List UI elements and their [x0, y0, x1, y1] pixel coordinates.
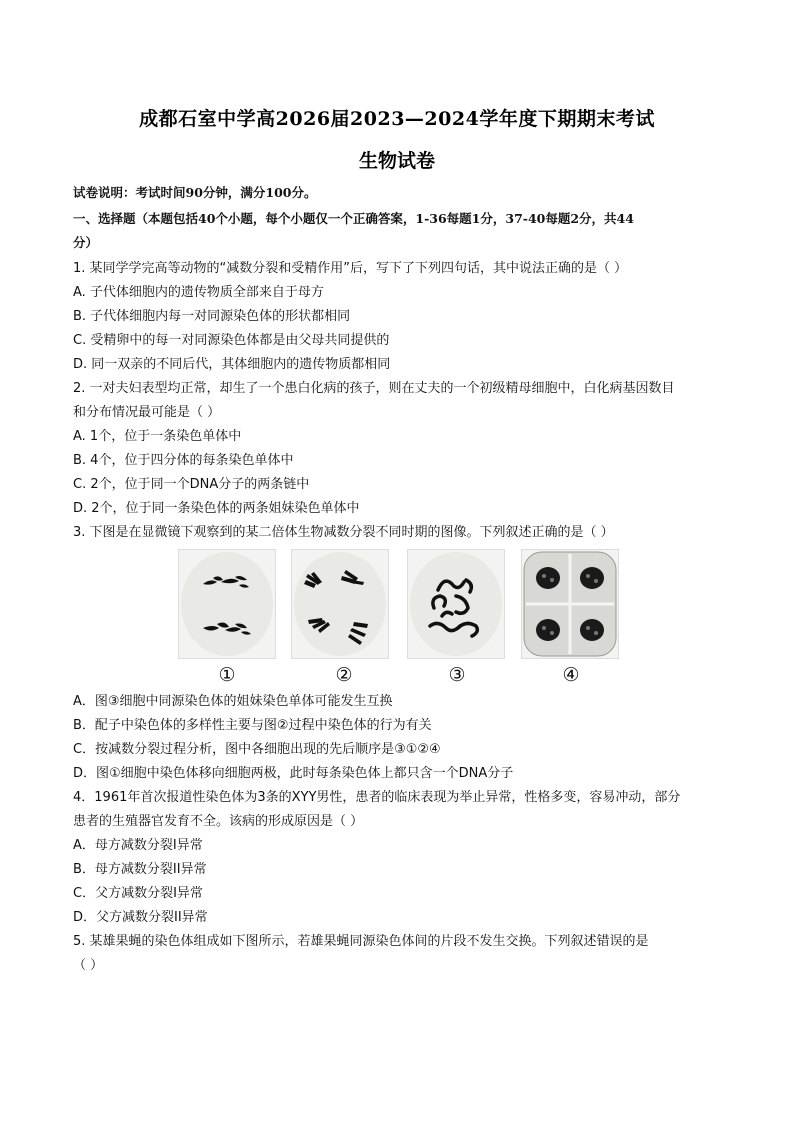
q3-option-b: B．配子中染色体的多样性主要与图②过程中染色体的行为有关 [73, 718, 432, 733]
q4-option-c: C．父方减数分裂I异常 [73, 886, 203, 901]
q2-option-c: C. 2个，位于同一个DNA分子的两条链中 [73, 477, 310, 492]
micrograph-2 [291, 549, 389, 659]
figure-label-2: ② [335, 664, 353, 686]
q3-option-a: A．图③细胞中同源染色体的姐妹染色单体可能发生互换 [73, 694, 393, 709]
q2-option-d: D. 2个，位于同一条染色体的两条姐妹染色单体中 [73, 501, 360, 516]
exam-subtitle: 生物试卷 [358, 150, 435, 172]
q2-stem-line2: 和分布情况最可能是（ ） [73, 405, 221, 420]
q1-option-a: A. 子代体细胞内的遗传物质全部来自于母方 [73, 285, 324, 300]
instructions: 试卷说明：考试时间90分钟，满分100分。 [73, 185, 317, 200]
micrograph-1 [178, 549, 276, 659]
figure-label-3: ③ [448, 664, 466, 686]
micrograph-3 [407, 549, 505, 659]
q1-option-d: D. 同一双亲的不同后代，其体细胞内的遗传物质都相同 [73, 357, 391, 372]
q1-option-b: B. 子代体细胞内每一对同源染色体的形状都相同 [73, 309, 351, 324]
figure-label-1: ① [218, 664, 236, 686]
q3-stem: 3. 下图是在显微镜下观察到的某二倍体生物减数分裂不同时期的图像。下列叙述正确的是（ ） [73, 525, 614, 540]
q4-option-a: A．母方减数分裂I异常 [73, 838, 203, 853]
q4-stem-line2: 患者的生殖器官发育不全。该病的形成原因是（ ） [73, 814, 364, 829]
figure-label-4: ④ [562, 664, 580, 686]
q4-option-d: D．父方减数分裂II异常 [73, 910, 208, 925]
q1-stem: 1. 某同学学完高等动物的“减数分裂和受精作用”后，写下了下列四句话，其中说法正确的是（ ） [73, 261, 628, 276]
q2-option-b: B. 4个，位于四分体的每条染色单体中 [73, 453, 294, 468]
q4-option-b: B．母方减数分裂II异常 [73, 862, 207, 877]
exam-title: 成都石室中学高2026届2023—2024学年度下期期末考试 [139, 108, 655, 130]
q4-stem-line1: 4．1961年首次报道性染色体为3条的XYY男性，患者的临床表现为举止异常，性格多变，容易冲动，部分 [73, 790, 681, 805]
q1-option-c: C. 受精卵中的每一对同源染色体都是由父母共同提供的 [73, 333, 390, 348]
q3-option-c: C．按减数分裂过程分析，图中各细胞出现的先后顺序是③①②④ [73, 742, 441, 757]
q2-option-a: A. 1个，位于一条染色单体中 [73, 429, 242, 444]
q2-stem-line1: 2. 一对夫妇表型均正常，却生了一个患白化病的孩子，则在丈夫的一个初级精母细胞中，白化病基因数目 [73, 381, 675, 396]
q3-option-d: D．图①细胞中染色体移向细胞两极，此时每条染色体上都只含一个DNA分子 [73, 766, 514, 781]
section-heading-line1: 一、选择题（本题包括40个小题，每个小题仅一个正确答案，1-36每题1分，37-40每题2分，共44 [73, 211, 634, 226]
q5-stem-line2: （ ） [73, 958, 104, 973]
micrograph-4 [521, 549, 619, 659]
section-heading-line2: 分） [73, 235, 99, 250]
q3-micrograph-row [178, 549, 598, 659]
q5-stem-line1: 5. 某雄果蝇的染色体组成如下图所示，若雄果蝇同源染色体间的片段不发生交换。下列叙述错误的是 [73, 934, 649, 949]
